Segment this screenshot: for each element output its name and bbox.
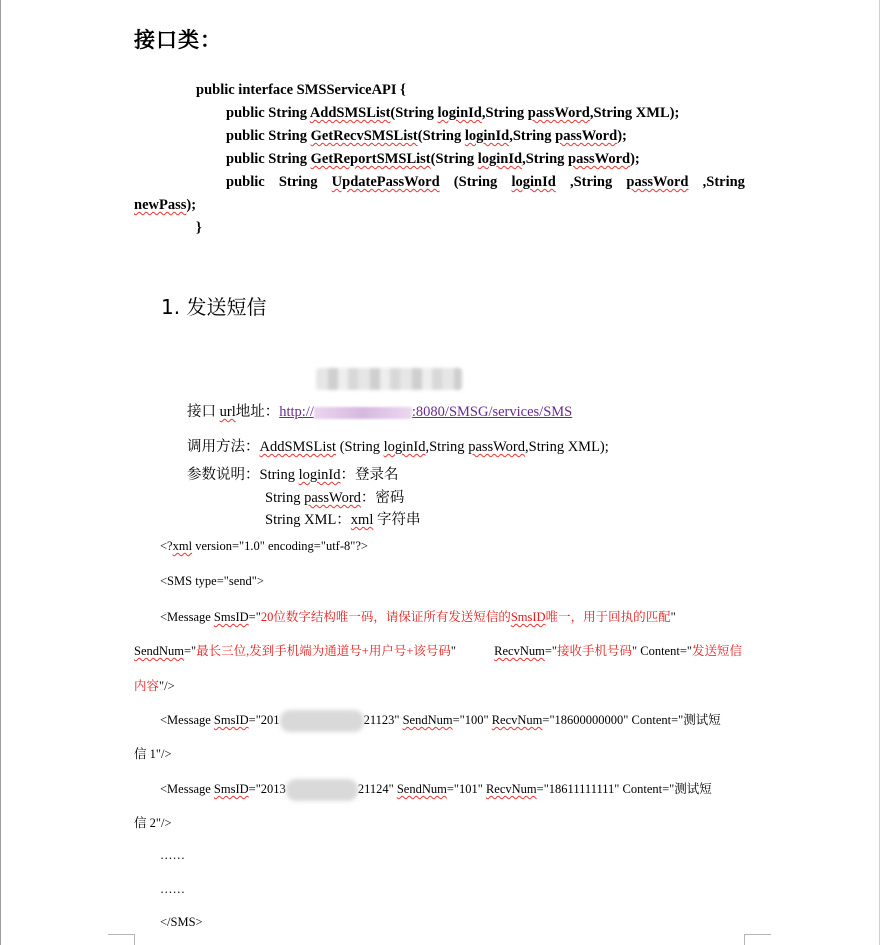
xml-red-text: SmsID [510, 610, 546, 624]
xml-ellipsis: …… [160, 882, 185, 896]
code-token: ,String XML); [589, 105, 680, 121]
code-line-6 [134, 197, 196, 214]
xml-attr: RecvNum [491, 713, 543, 727]
heading-send-sms: 1. 发送短信 [161, 295, 267, 319]
method-token: ,String XML); [525, 439, 609, 455]
xml-token: 21123" [363, 713, 403, 727]
xml-red-text: 接收手机号码 [557, 644, 633, 658]
xml-attr: RecvNum [494, 644, 545, 658]
param-row-1 [187, 463, 398, 484]
code-token: (String [390, 105, 438, 121]
code-token: ); [630, 151, 640, 167]
method-label: 调用方法： [187, 439, 260, 455]
xml-message-2-line-1 [160, 710, 721, 732]
xml-message-1-line-3 [134, 676, 175, 694]
param-name: loginId [298, 467, 341, 483]
xml-red-text: 内容 [134, 679, 160, 693]
code-arg: passWord [555, 128, 618, 144]
xml-red-text: 发送短信 [691, 644, 742, 658]
xml-attr: SendNum [134, 644, 184, 658]
code-arg: loginId [464, 128, 510, 144]
method-token: ,String [425, 439, 469, 455]
xml-declaration [160, 539, 368, 554]
param-type: String [259, 467, 299, 483]
xml-message-3-line-2: 信 2"/> [134, 816, 172, 830]
code-method: GetReportSMSList [310, 151, 431, 167]
param-row-2 [265, 486, 404, 507]
api-method-row [187, 435, 609, 456]
code-arg: loginId [511, 174, 556, 190]
xml-token: <? [160, 539, 173, 553]
xml-sms-close: </SMS> [160, 915, 203, 929]
section-title: 接口类： [134, 28, 222, 52]
xml-attr: SmsID [213, 713, 249, 727]
code-method: GetRecvSMSList [310, 128, 418, 144]
xml-attr: SmsID [213, 610, 249, 624]
xml-red-text: 20位数字结构唯一码，请保证所有发送短信的 [260, 610, 511, 624]
api-url-row [187, 400, 572, 421]
xml-token: ="18600000000" Content="测试短 [542, 713, 721, 727]
code-token: public String [226, 151, 311, 167]
crop-mark-right [744, 934, 771, 945]
code-token: public String [226, 128, 311, 144]
param-type: String XML： [265, 512, 351, 528]
xml-token: ="2013 [248, 782, 286, 796]
code-token: ,String [481, 105, 528, 121]
xml-token: <Message [160, 713, 214, 727]
param-desc: ：登录名 [340, 467, 399, 483]
code-line-1 [196, 82, 406, 99]
xml-red-text: 最长三位,发到手机端为通道号+用户号+该号码 [196, 644, 451, 658]
xml-token: =" [544, 644, 557, 658]
redacted-region [316, 368, 462, 390]
xml-sms-open: <SMS type="send"> [160, 574, 264, 588]
xml-token: xml [172, 539, 193, 553]
code-line-1-text: public interface SMSServiceAPI { [196, 82, 406, 98]
method-arg: loginId [383, 439, 426, 455]
xml-token: ="101" [446, 782, 486, 796]
xml-token: <Message [160, 610, 214, 624]
xml-token: "/> [159, 679, 175, 693]
param-name: xml [350, 512, 374, 528]
code-token: public String [226, 105, 310, 121]
xml-token: version="1.0" encoding="utf-8"?> [192, 539, 368, 553]
method-token: (String [336, 439, 384, 455]
method-arg: passWord [468, 439, 526, 455]
code-token: (String [417, 128, 465, 144]
code-line-2 [226, 105, 679, 122]
xml-message-2-line-2: 信 1"/> [134, 747, 172, 761]
xml-attr: SendNum [402, 713, 453, 727]
code-token: ,String [509, 128, 556, 144]
code-token: (String [430, 151, 478, 167]
xml-token: " [670, 610, 676, 624]
service-url-link[interactable] [279, 404, 572, 420]
redacted-id [286, 779, 358, 801]
url-label: 接口 [187, 404, 216, 420]
code-token: (String [453, 174, 498, 190]
code-line-5 [226, 174, 745, 191]
xml-token: 21124" [357, 782, 397, 796]
url-label-url: url [219, 404, 236, 420]
param-label: 参数说明： [187, 467, 260, 483]
code-line-3 [226, 128, 627, 145]
xml-token: ="201 [248, 713, 280, 727]
code-arg: loginId [477, 151, 523, 167]
code-arg: loginId [437, 105, 482, 121]
redacted-host [314, 407, 412, 419]
code-token: public [226, 174, 265, 190]
param-name: passWord [304, 490, 361, 506]
code-arg: passWord [527, 105, 590, 121]
xml-ellipsis: …… [160, 848, 185, 862]
code-method: UpdatePassWord [331, 174, 440, 190]
xml-token: " Content=" [632, 644, 692, 658]
method-name: AddSMSList [259, 439, 337, 455]
xml-token: =" [184, 644, 197, 658]
xml-token: =" [248, 610, 261, 624]
xml-attr: RecvNum [485, 782, 537, 796]
url-prefix: http:// [279, 404, 314, 420]
code-arg: passWord [568, 151, 631, 167]
xml-token: <Message [160, 782, 214, 796]
code-token: ,String [702, 174, 745, 190]
xml-attr: SmsID [213, 782, 249, 796]
redacted-id [280, 710, 364, 732]
code-token: String [278, 174, 318, 190]
code-token: ,String [522, 151, 569, 167]
code-line-4 [226, 151, 640, 168]
xml-token: ="100" [452, 713, 492, 727]
xml-token: " [450, 644, 456, 658]
code-method: AddSMSList [309, 105, 391, 121]
param-desc: ：密码 [360, 490, 405, 506]
param-type: String [265, 490, 305, 506]
url-suffix: :8080/SMSG/services/SMS [411, 404, 573, 420]
code-arg: passWord [626, 174, 689, 190]
code-token: ); [186, 197, 197, 213]
xml-message-1-line-2 [134, 641, 742, 659]
param-desc: 字符串 [376, 512, 421, 528]
xml-message-3-line-1 [160, 779, 712, 801]
code-arg: newPass [134, 197, 187, 213]
xml-token: ="18611111111" Content="测试短 [536, 782, 712, 796]
crop-mark-left [108, 934, 135, 945]
code-token: ,String [569, 174, 613, 190]
xml-attr: SendNum [396, 782, 447, 796]
url-label-tail: 地址： [235, 404, 280, 420]
code-token: ); [617, 128, 627, 144]
code-close-brace: } [196, 220, 202, 236]
xml-message-1-line-1 [160, 607, 676, 625]
page-left-edge [0, 0, 1, 945]
param-row-3 [265, 508, 420, 529]
xml-red-text: 唯一，用于回执的匹配 [545, 610, 671, 624]
